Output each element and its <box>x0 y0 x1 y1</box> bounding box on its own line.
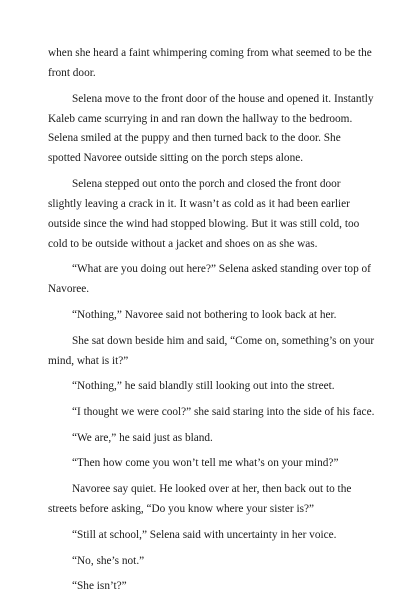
paragraph: “We are,” he said just as bland. <box>72 431 213 444</box>
paragraph: “Nothing,” Navoree said not bothering to look back at her. <box>72 309 337 322</box>
paragraph: Selena move to the front door of the house and opened it. Instantly Kaleb came scurrying in and ran down the hallway to the bedroom. Selena smiled at the puppy and then turned back to the door. She spotted Navoree outside sitting on the porch steps alone. <box>48 92 374 165</box>
paragraph: “No, she’s not.” <box>72 554 145 567</box>
paragraph: when she heard a faint whimpering coming from what seemed to be the front door. <box>48 47 372 79</box>
paragraph: Navoree say quiet. He looked over at her, then back out to the streets before asking, “Do you know where your sister is?” <box>48 483 352 516</box>
story-text <box>48 44 376 603</box>
paragraph: “She isn’t?” <box>72 580 127 593</box>
paragraph: Selena stepped out onto the porch and closed the front door slightly leaving a crack in it. It wasn’t as cold as it had been earlier outside since the wind had stopped blowing. But it was still cold, too cold to be outside without a jacket and shoes on as she was. <box>48 178 360 250</box>
paragraph: “Nothing,” he said blandly still looking out into the street. <box>72 380 335 393</box>
paragraph: “Then how come you won’t tell me what’s on your mind?” <box>72 457 339 470</box>
paragraph: She sat down beside him and said, “Come on, something’s on your mind, what is it?” <box>48 334 375 367</box>
paragraph: “Still at school,” Selena said with uncertainty in her voice. <box>72 528 337 541</box>
paragraph: “What are you doing out here?” Selena asked standing over top of Navoree. <box>48 263 371 296</box>
paragraph: “I thought we were cool?” she said staring into the side of his face. <box>72 406 375 419</box>
